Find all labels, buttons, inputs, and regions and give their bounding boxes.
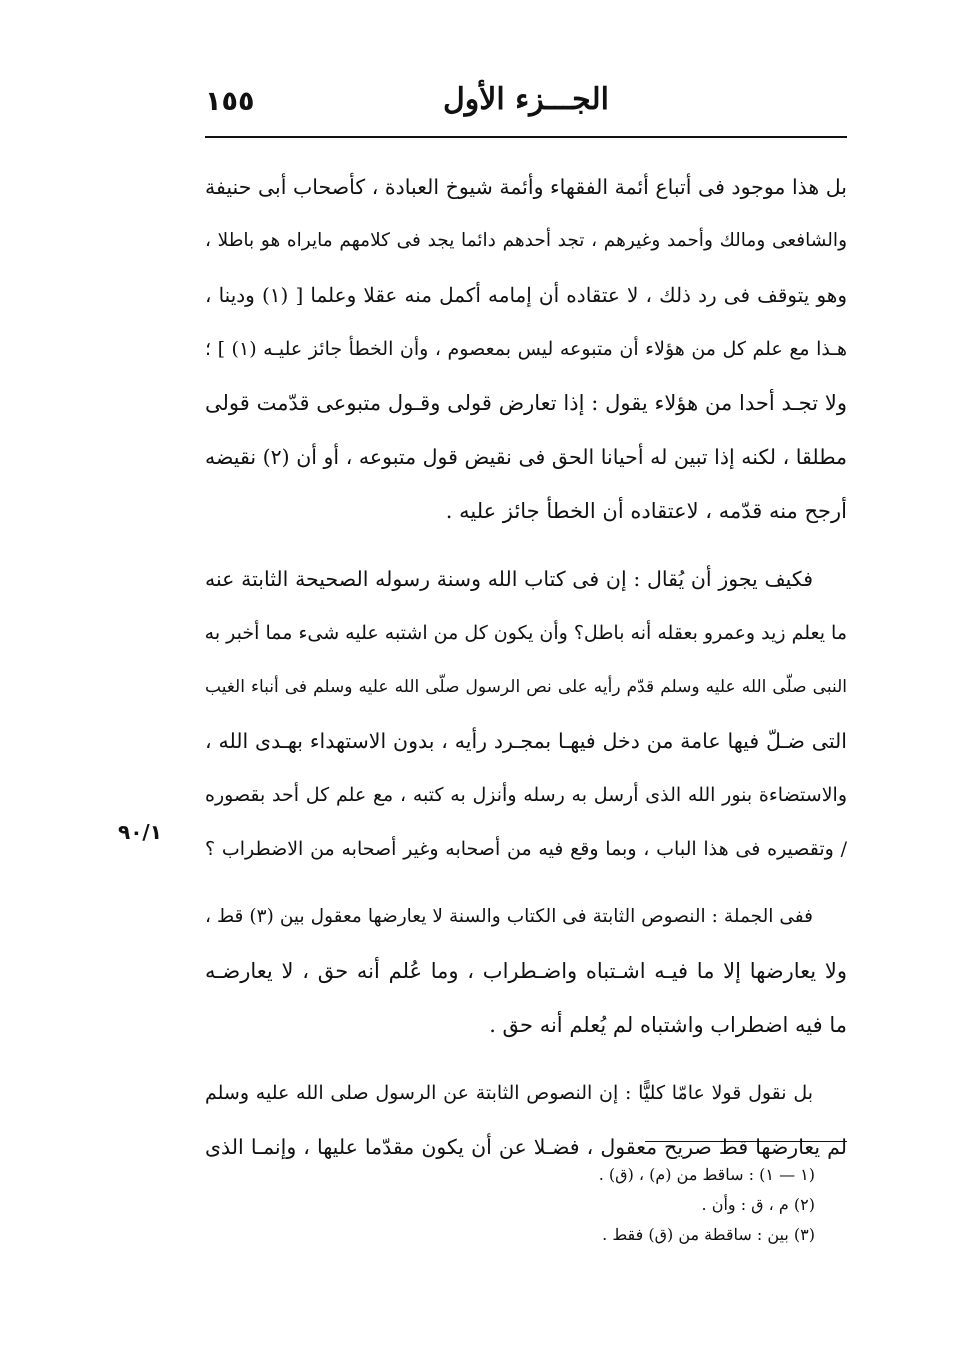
text-line: التى ضـلّ فيها عامة من دخل فيهـا بمجـرد رأيه ، بدون الاستهداء بهـدى الله ، <box>205 729 847 753</box>
text-line: ففى الجملة : النصوص الثابتة فى الكتاب والسنة لا يعارضها معقول بين (٣) قط ، <box>205 906 813 927</box>
text-line: والاستضاءة بنور الله الذى أرسل به رسله وأنزل به كتبه ، مع علم كل أحد بقصوره <box>205 784 847 806</box>
paragraph <box>205 1066 847 1174</box>
running-title: الجـــزء الأول <box>442 82 610 117</box>
text-line: ولا تجـد أحدا من هؤلاء يقول : إذا تعارض قولى وقـول متبوعى قدّمت قولى <box>205 391 847 415</box>
text-line: فكيف يجوز أن يُقال : إن فى كتاب الله وسنة رسوله الصحيحة الثابتة عنه <box>205 567 813 591</box>
page-header <box>205 82 847 132</box>
text-line: وهو يتوقف فى رد ذلك ، لا عتقاده أن إمامه أكمل منه عقلا وعلما [ (١) ودينا ، <box>205 283 848 307</box>
footnotes <box>420 1160 815 1250</box>
text-line: بل هذا موجود فى أتباع أئمة الفقهاء وأئمة شيوخ العبادة ، كأصحاب أبى حنيفة <box>205 175 847 199</box>
text-line: النبى صلّى الله عليه وسلم قدّم رأيه على نص الرسول صلّى الله عليه وسلم فى أنباء الغيب <box>205 677 847 697</box>
text-line: ما فيه اضطراب واشتباه لم يُعلم أنه حق . <box>489 1013 847 1037</box>
text-line: أرجح منه قدّمه ، لاعتقاده أن الخطأ جائز عليه . <box>445 499 847 523</box>
footnote: (٢) م ، ق : وأن . <box>701 1195 815 1214</box>
text-line: لم يعارضها قط صريح معقول ، فضـلا عن أن يكون مقدّما عليها ، وإنمـا الذى <box>205 1135 847 1159</box>
text-line: / وتقصيره فى هذا الباب ، وبما وقع فيه من أصحابه وغير أصحابه من الاضطراب ؟ <box>205 838 847 860</box>
text-line: مطلقا ، لكنه إذا تبين له أحيانا الحق فى نقيض قول متبوعه ، أو أن (٢) نقيضه <box>205 445 847 469</box>
footnote: (١ — ١) : ساقط من (م) ، (ق) . <box>598 1165 815 1184</box>
text-line: بل نقول قولا عامّا كليًّا : إن النصوص الثابتة عن الرسول صلى الله عليه وسلم <box>205 1082 813 1104</box>
text-line: ما يعلم زيد وعمرو بعقله أنه باطل؟ وأن يكون كل من اشتبه عليه شىء مما أخبر به <box>204 622 847 644</box>
paragraph <box>205 890 847 1052</box>
text-line: هـذا مع علم كل من هؤلاء أن متبوعه ليس بمعصوم ، وأن الخطأ جائز عليـه (١) ] ؛ <box>205 338 847 360</box>
paragraph <box>205 552 847 876</box>
text-line: ولا يعارضها إلا ما فيـه اشـتباه واضـطراب ، وما عُلم أنه حق ، لا يعارضـه <box>205 959 847 983</box>
header-rule <box>205 136 847 138</box>
page-number: ١٥٥ <box>205 86 255 117</box>
text-line: والشافعى ومالك وأحمد وغيرهم ، تجد أحدهم دائما يجد فى كلامهم مايراه هو باطلا ، <box>205 230 847 251</box>
paragraph <box>205 160 847 538</box>
main-text <box>205 160 847 1174</box>
footnote-rule <box>645 1141 847 1142</box>
footnote: (٣) بين : ساقطة من (ق) فقط . <box>602 1225 815 1244</box>
margin-reference: ٩٠/١ <box>118 820 162 844</box>
